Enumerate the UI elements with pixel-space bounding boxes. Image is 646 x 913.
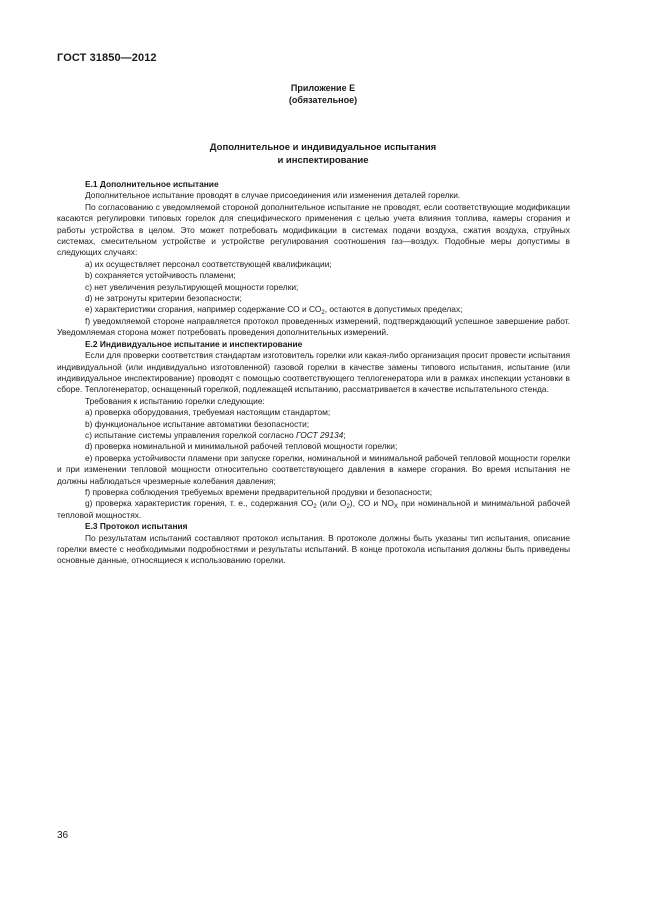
e2-item-g-sub-2: 2: [346, 504, 350, 511]
e2-item-g-text-2: (или О: [316, 498, 347, 509]
e2-item-g-text-1: g) проверка характеристик горения, т. е., содержания СО: [85, 498, 314, 509]
e1-item-e-text: е) характеристики сгорания, например содержание СО и СО: [85, 304, 322, 315]
e1-item-f: f) уведомляемой стороне направляется протокол проведенных измерений, подтверждающий успешное завершение работ. Уведомляемая сторона может потребовать проведения дополнительных измерений.: [57, 315, 570, 338]
e1-item-e: [57, 304, 570, 315]
e1-item-e-text-end: , остаются в допустимых пределах;: [324, 304, 463, 315]
e2-item-d: d) проверка номинальной и минимальной рабочей тепловой мощности горелки;: [85, 441, 398, 452]
e1-paragraph-2: По согласованию с уведомляемой стороной дополнительное испытание не проводят, если соответствующие модификации касаются регулировки типовых горелок для специфического применения с целью учета влияния топлива, камеры сгорания и работы устройства в целом. Это может потребовать модификации в системах подачи воздуха, сжатия воздуха, струйных системах, смесительном устройстве и устройстве регулирования соотношения газ—воздух. Подобные меры допустимы в следующих случаях:: [57, 201, 570, 258]
gost-reference: ГОСТ 29134: [296, 429, 344, 440]
e1-heading: Е.1 Дополнительное испытание: [85, 179, 219, 189]
section-title-line2: и инспектирование: [277, 155, 369, 166]
e2-item-a: а) проверка оборудования, требуемая настоящим стандартом;: [85, 407, 331, 418]
e2-item-c-end: ;: [343, 429, 346, 440]
e2-item-f: f) проверка соблюдения требуемых времени предварительной продувки и безопасности;: [85, 486, 433, 497]
e2-item-g-text-3: ), СО и NO: [349, 498, 394, 509]
e2-paragraph-1: Если для проверки соответствия стандартам изготовитель горелки или какая-либо организация просит провести испытания индивидуальной (или индивидуально изготовленной) газовой горелки в качестве замены типового испытания, испытание (или индивидуальное инспектирование) проводят с помощью соответствующего теплогенератора или в рамках инспекции установки в сборе. Теплогенератор, оснащенный горелкой, подлежащей испытанию, рассматривается в качестве испытательного стенда.: [57, 350, 570, 395]
page-number: 36: [57, 830, 69, 841]
e2-heading: Е.2 Индивидуальное испытание и инспектирование: [85, 338, 303, 349]
annex-title: Приложение Е: [290, 83, 356, 93]
e2-item-c-text: c) испытание системы управления горелкой согласно: [85, 429, 296, 440]
e2-item-g-sub-3: X: [393, 504, 398, 511]
e2-item-c: [57, 430, 570, 441]
e2-item-g-sub-1: 2: [313, 504, 317, 511]
e3-paragraph-1: По результатам испытаний составляют протокол испытания. В протоколе должны быть указаны тип испытания, описание горелки вместе с необходимыми подробностями и результаты испытаний. В конце протокола испытания должны быть приведены основные данные, относящиеся к использованию горелки.: [57, 532, 570, 566]
section-title-line1: Дополнительное и индивидуальное испытания: [209, 142, 437, 153]
e2-item-g-text-4: при номинальной и минимальной рабочей тепловой мощностях.: [57, 498, 570, 520]
e1-paragraph-1: Дополнительное испытание проводят в случае присоединения или изменения деталей горелки.: [85, 190, 461, 201]
section-title: [0, 141, 646, 167]
e1-item-a: а) их осуществляет персонал соответствующей квалификации;: [85, 258, 332, 269]
e1-item-d: d) не затронуты критерии безопасности;: [85, 293, 242, 304]
e2-item-e: е) проверка устойчивости пламени при запуске горелки, номинальной и минимальной рабочей тепловой мощности горелки и при изменении тепловой мощности относительно соответствующего давления в камере сгорания. Во время испытания не должны наблюдаться чрезмерные колебания давления;: [57, 452, 570, 486]
e2-item-b: b) функциональное испытание автоматики безопасности;: [85, 418, 310, 429]
standard-header: ГОСТ 31850—2012: [57, 52, 157, 64]
e1-item-c: c) нет увеличения результирующей мощности горелки;: [85, 281, 299, 292]
e2-item-g: [57, 498, 570, 521]
e2-paragraph-2: Требования к испытанию горелки следующие:: [85, 395, 265, 406]
e1-item-b: b) сохраняется устойчивость пламени;: [85, 270, 236, 281]
document-body: [57, 179, 570, 567]
annex-status: (обязательное): [288, 95, 358, 105]
e3-heading: Е.3 Протокол испытания: [85, 521, 188, 532]
e1-item-e-sub: 2: [321, 310, 325, 317]
